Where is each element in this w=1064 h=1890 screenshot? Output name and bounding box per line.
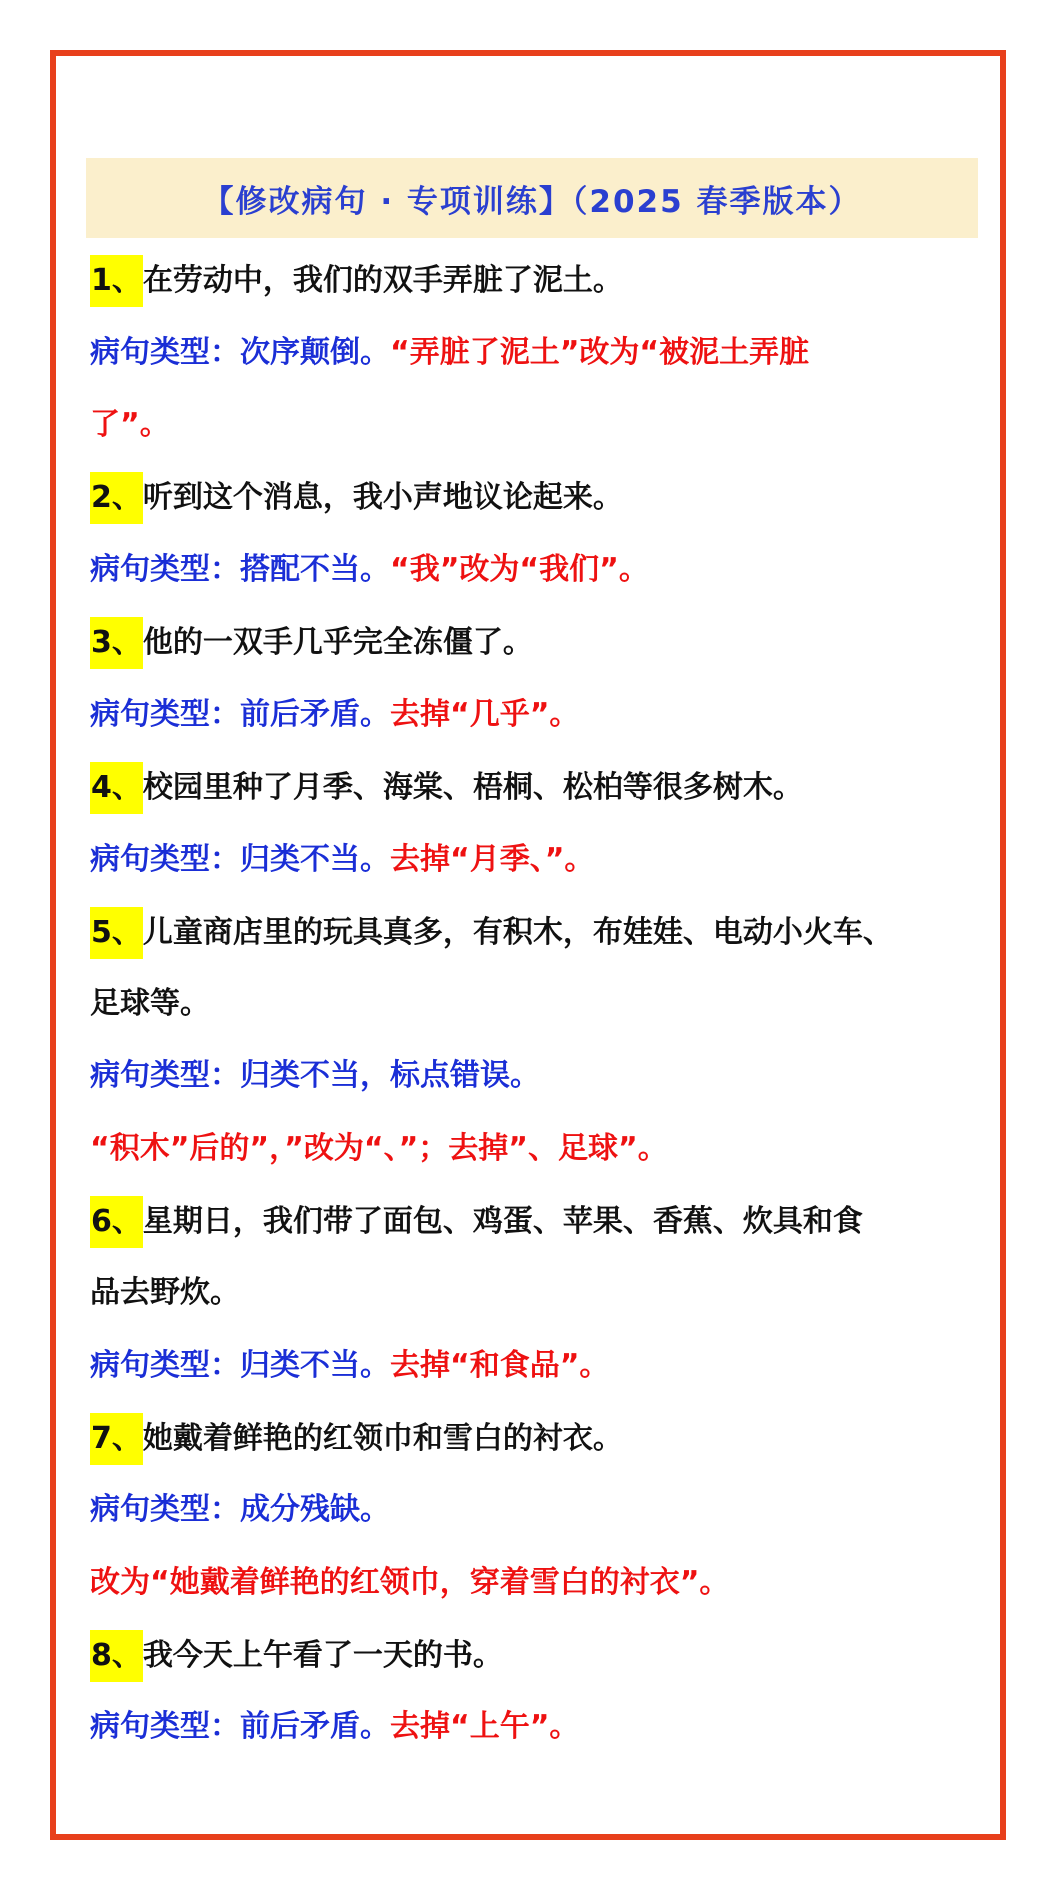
- answer-5-correction: [90, 1124, 668, 1174]
- question-3: [90, 617, 533, 667]
- question-sentence-continued: 品去野炊。: [90, 1275, 240, 1310]
- answer-8: [90, 1702, 579, 1752]
- correction: “我”改为“我们”。: [390, 552, 649, 587]
- correction: “积木”后的”，”改为“、”；去掉”、足球”。: [90, 1131, 668, 1166]
- question-number: 2、: [90, 472, 143, 524]
- answer-7: [90, 1485, 390, 1535]
- question-sentence: 她戴着鲜艳的红领巾和雪白的衬衣。: [142, 1421, 623, 1456]
- error-type: 病句类型：归类不当。: [90, 1348, 390, 1383]
- question-sentence: 校园里种了月季、海棠、梧桐、松柏等很多树木。: [142, 770, 803, 805]
- question-6: [90, 1196, 863, 1246]
- question-sentence: 听到这个消息，我小声地议论起来。: [142, 480, 623, 515]
- correction: 改为“她戴着鲜艳的红领巾，穿着雪白的衬衣”。: [90, 1565, 730, 1600]
- answer-7-correction: [90, 1558, 729, 1608]
- question-6-continued: [90, 1268, 240, 1318]
- question-number: 3、: [90, 617, 143, 669]
- question-5: [90, 907, 893, 957]
- question-sentence: 他的一双手几乎完全冻僵了。: [142, 625, 533, 660]
- question-sentence: 儿童商店里的玩具真多，有积木，布娃娃、电动小火车、: [142, 915, 893, 950]
- answer-3: [90, 690, 579, 740]
- error-type: 病句类型：归类不当。: [90, 842, 390, 877]
- title-text: 【修改病句 · 专项训练】（2025 春季版本）: [202, 183, 862, 220]
- page-title: [86, 158, 978, 238]
- question-2: [90, 472, 623, 522]
- answer-1: [90, 328, 809, 378]
- correction: 去掉“月季、”。: [390, 842, 595, 877]
- question-number: 1、: [90, 255, 143, 307]
- question-number: 6、: [90, 1196, 143, 1248]
- error-type: 病句类型：前后矛盾。: [90, 697, 390, 732]
- answer-1-continued: [90, 400, 170, 450]
- answer-5: [90, 1051, 540, 1101]
- correction: “弄脏了泥土”改为“被泥土弄脏: [390, 335, 810, 370]
- correction: 去掉“几乎”。: [390, 697, 580, 732]
- question-1: [90, 255, 623, 305]
- question-sentence: 在劳动中，我们的双手弄脏了泥土。: [142, 263, 623, 298]
- question-sentence-continued: 足球等。: [90, 986, 210, 1021]
- correction: 去掉“上午”。: [390, 1709, 580, 1744]
- question-sentence: 星期日，我们带了面包、鸡蛋、苹果、香蕉、炊具和食: [142, 1204, 863, 1239]
- error-type: 病句类型：搭配不当。: [90, 552, 390, 587]
- question-number: 7、: [90, 1413, 143, 1465]
- question-7: [90, 1413, 623, 1463]
- answer-2: [90, 545, 649, 595]
- question-sentence: 我今天上午看了一天的书。: [142, 1638, 503, 1673]
- question-5-continued: [90, 979, 210, 1029]
- answer-4: [90, 835, 594, 885]
- question-4: [90, 762, 803, 812]
- question-number: 4、: [90, 762, 143, 814]
- answer-6: [90, 1341, 609, 1391]
- correction: 去掉“和食品”。: [390, 1348, 610, 1383]
- error-type: 病句类型：归类不当，标点错误。: [90, 1058, 540, 1093]
- error-type: 病句类型：成分残缺。: [90, 1492, 390, 1527]
- question-8: [90, 1630, 503, 1680]
- question-number: 8、: [90, 1630, 143, 1682]
- question-number: 5、: [90, 907, 143, 959]
- error-type: 病句类型：前后矛盾。: [90, 1709, 390, 1744]
- error-type: 病句类型：次序颠倒。: [90, 335, 390, 370]
- correction-continued: 了”。: [90, 407, 170, 442]
